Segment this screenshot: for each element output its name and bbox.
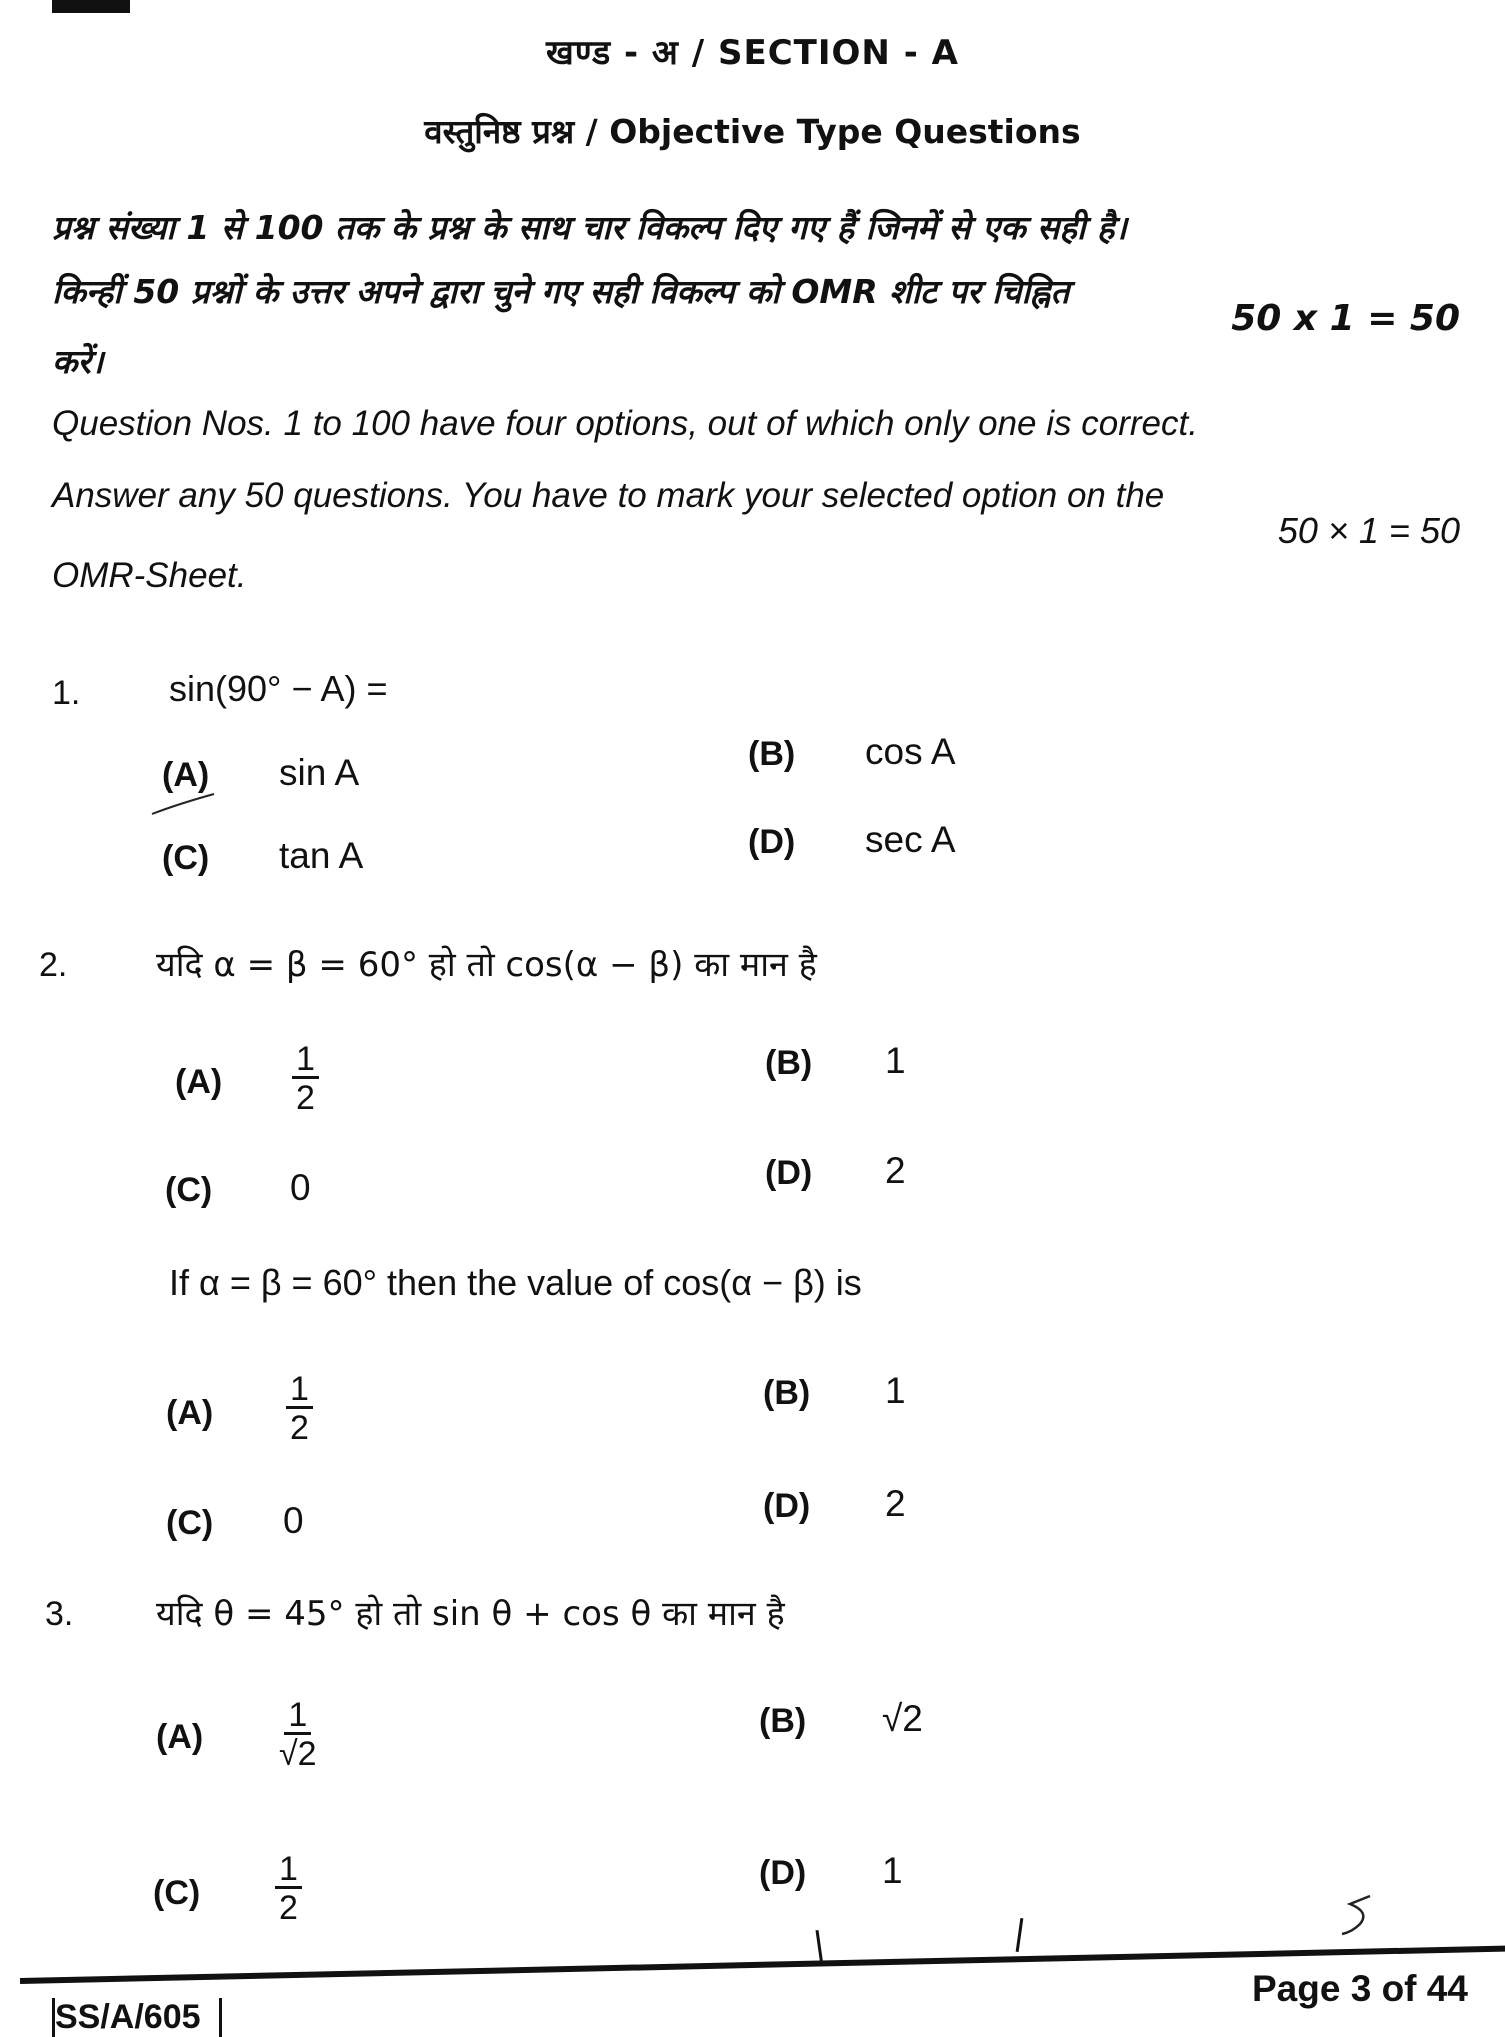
option-label: (A) <box>156 1718 204 1756</box>
numerator: 1 <box>275 1852 302 1889</box>
question-text-en: If α = β = 60° then the value of cos(α − β) is <box>169 1262 862 1303</box>
option-label: (C) <box>165 1171 213 1209</box>
option-label: (D) <box>748 823 796 861</box>
option-value: 1 <box>885 1040 906 1081</box>
option-label: (D) <box>759 1854 807 1892</box>
instruction-en-line: Answer any 50 questions. You have to mark your selected option on the <box>52 476 1165 515</box>
page-number: Page 3 of 44 <box>1252 1968 1468 2009</box>
question-number: 1. <box>52 674 81 712</box>
option-label: (C) <box>166 1504 214 1542</box>
option-label: (A) <box>162 756 210 794</box>
handwritten-tick-mark <box>148 780 218 820</box>
option-label: (A) <box>175 1063 223 1101</box>
option-value: √2 <box>882 1698 923 1739</box>
numerator: 1 <box>292 1042 319 1079</box>
question-number: 2. <box>39 946 68 984</box>
instruction-en-line: OMR-Sheet. <box>52 556 247 595</box>
option-label: (C) <box>153 1874 201 1912</box>
option-fraction <box>292 1042 319 1115</box>
option-value: sin A <box>279 752 360 793</box>
option-fraction <box>279 1698 317 1771</box>
option-label: (B) <box>748 735 796 773</box>
option-label: (B) <box>763 1374 811 1412</box>
option-label: (A) <box>166 1394 214 1432</box>
question-text: sin(90° − A) = <box>169 668 388 709</box>
option-label: (B) <box>765 1044 813 1082</box>
option-value: 1 <box>885 1370 906 1411</box>
section-heading: खण्ड - अ / SECTION - A <box>546 33 959 73</box>
question-text: यदि α = β = 60° हो तो cos(α − β) का मान है <box>156 945 817 985</box>
option-label: (D) <box>765 1154 813 1192</box>
option-value: sec A <box>865 819 956 860</box>
option-value: 0 <box>290 1167 311 1208</box>
pen-mark <box>1016 1918 1024 1952</box>
option-fraction <box>286 1372 313 1445</box>
denominator: √2 <box>279 1735 317 1773</box>
option-value: tan A <box>279 835 364 876</box>
option-value: cos A <box>865 731 956 772</box>
option-label: (D) <box>763 1487 811 1525</box>
option-value: 2 <box>885 1483 906 1524</box>
option-fraction <box>275 1852 302 1925</box>
marks-hi: 50 x 1 = 50 <box>1231 298 1460 339</box>
denominator: 2 <box>290 1409 309 1447</box>
marks-en: 50 × 1 = 50 <box>1277 510 1460 551</box>
section-subtitle: वस्तुनिष्ठ प्रश्न / Objective Type Questions <box>424 112 1081 151</box>
instruction-hi-line: करें। <box>52 342 104 381</box>
option-label: (C) <box>162 839 210 877</box>
question-number: 3. <box>45 1595 74 1633</box>
denominator: 2 <box>279 1889 298 1927</box>
option-value: 1 <box>882 1850 903 1891</box>
scan-corner-mark <box>52 0 130 13</box>
denominator: 2 <box>296 1079 315 1117</box>
option-value: 2 <box>885 1150 906 1191</box>
instruction-hi-line: प्रश्न संख्या 1 से 100 तक के प्रश्न के साथ चार विकल्प दिए गए हैं जिनमें से एक सही है। <box>52 208 1127 247</box>
paper-code: SS/A/605 <box>52 1998 222 2037</box>
numerator: 1 <box>286 1372 313 1409</box>
instruction-en-line: Question Nos. 1 to 100 have four options, out of which only one is correct. <box>52 404 1198 443</box>
instruction-hi-line: किन्हीं 50 प्रश्नों के उत्तर अपने द्वारा चुने गए सही विकल्प को OMR शीट पर चिह्नित <box>52 272 1070 311</box>
handwritten-scribble <box>1330 1890 1390 1940</box>
option-label: (B) <box>759 1702 807 1740</box>
question-text: यदि θ = 45° हो तो sin θ + cos θ का मान है <box>156 1594 785 1634</box>
numerator: 1 <box>284 1698 311 1735</box>
option-value: 0 <box>283 1500 304 1541</box>
